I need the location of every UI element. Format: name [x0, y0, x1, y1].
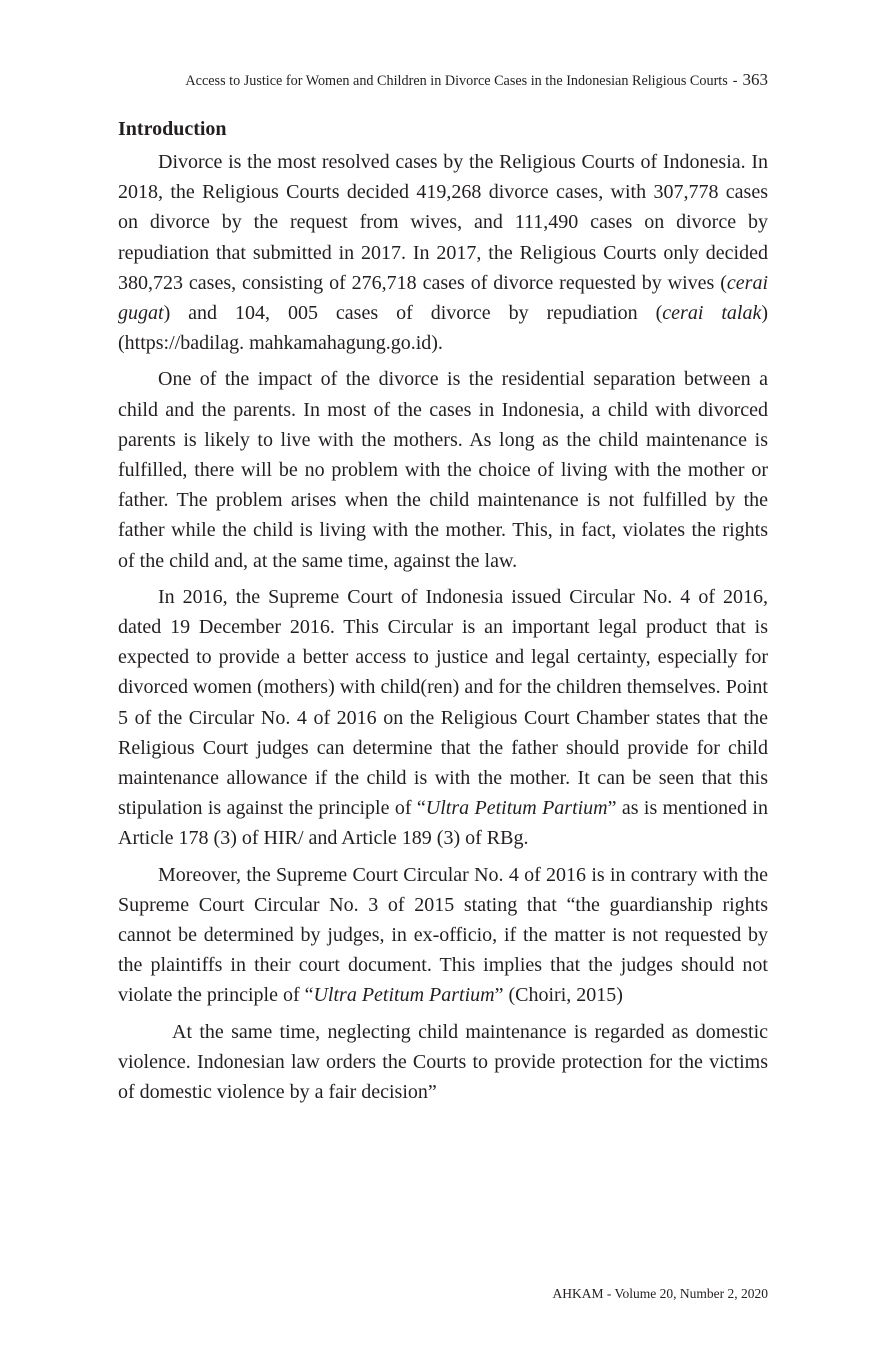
paragraph-text: ) (https://badilag. mahkamahagung.go.id). [118, 302, 768, 355]
paragraph-text: ” as is mentioned in Article 178 (3) of HIR/ and Article 189 (3) of RBg. [118, 797, 768, 850]
running-header [118, 68, 768, 93]
italic-term: cerai talak [662, 302, 762, 325]
body-paragraph [118, 147, 768, 358]
body-paragraph [118, 582, 768, 854]
paragraph-text: One of the impact of the divorce is the residential separation between a child and the parents. In most of the cases in Indonesia, a child with divorced parents is likely to live with the mothers. As long as the child maintenance is fulfilled, there will be no problem with the choice of living with the mother or father. The problem arises when the child maintenance is not fulfilled by the father while the child is living with the mother. This, in fact, violates the rights of the child and, at the same time, against the law. [118, 368, 768, 572]
running-footer [118, 1284, 768, 1304]
body-paragraph [118, 1017, 768, 1108]
italic-term: cerai gugat [118, 271, 768, 325]
paragraph-text: At the same time, neglecting child maintenance is regarded as domestic violence. Indonesian law orders the Courts to provide protection for the victims of domestic violence by a fair decision” [118, 1020, 768, 1104]
paragraph-text: ” (Choiri, 2015) [494, 984, 623, 1007]
paragraph-text: Divorce is the most resolved cases by the Religious Courts of Indonesia. In 2018, the Religious Courts decided 419,268 divorce cases, with 307,778 cases on divorce by the request from wives, and 111,490 cases on divorce by repudiation that submitted in 2017. In 2017, the Religious Courts only decided 380,723 cases, consisting of 276,718 cases of divorce requested by wives ( [118, 151, 768, 294]
paragraph-text: ) and 104, 005 cases of divorce by repudiation ( [163, 302, 663, 325]
header-separator: - [732, 73, 738, 89]
footer-separator: - [606, 1286, 612, 1301]
body-paragraph [118, 860, 768, 1011]
paragraph-list [118, 147, 768, 1107]
article-body [118, 114, 768, 1107]
italic-term: Ultra Petitum Partium [313, 984, 495, 1007]
journal-issue: Volume 20, Number 2, 2020 [614, 1286, 768, 1301]
section-heading: Introduction [118, 118, 227, 140]
page-number: 363 [742, 70, 768, 89]
paragraph-text: In 2016, the Supreme Court of Indonesia issued Circular No. 4 of 2016, dated 19 December 2016. This Circular is an important legal product that is expected to provide a better access to justice and legal certainty, especially for divorced women (mothers) with child(ren) and for the children themselves. Point 5 of the Circular No. 4 of 2016 on the Religious Court Chamber states that the Religious Court judges can determine that the father should provide for child maintenance allowance if the child is with the mother. It can be seen that this stipulation is against the principle of “ [118, 585, 768, 820]
journal-name: AHKAM [552, 1286, 604, 1301]
body-paragraph [118, 364, 768, 575]
running-title: Access to Justice for Women and Children in Divorce Cases in the Indonesian Religious Courts [185, 73, 728, 89]
italic-term: Ultra Petitum Partium [425, 797, 608, 820]
paragraph-text: Moreover, the Supreme Court Circular No. 4 of 2016 is in contrary with the Supreme Court Circular No. 3 of 2015 stating that “the guardianship rights cannot be determined by judges, in ex-officio, if the matter is not requested by the plaintiffs in their court document. This implies that the judges should not violate the principle of “ [118, 863, 768, 1007]
